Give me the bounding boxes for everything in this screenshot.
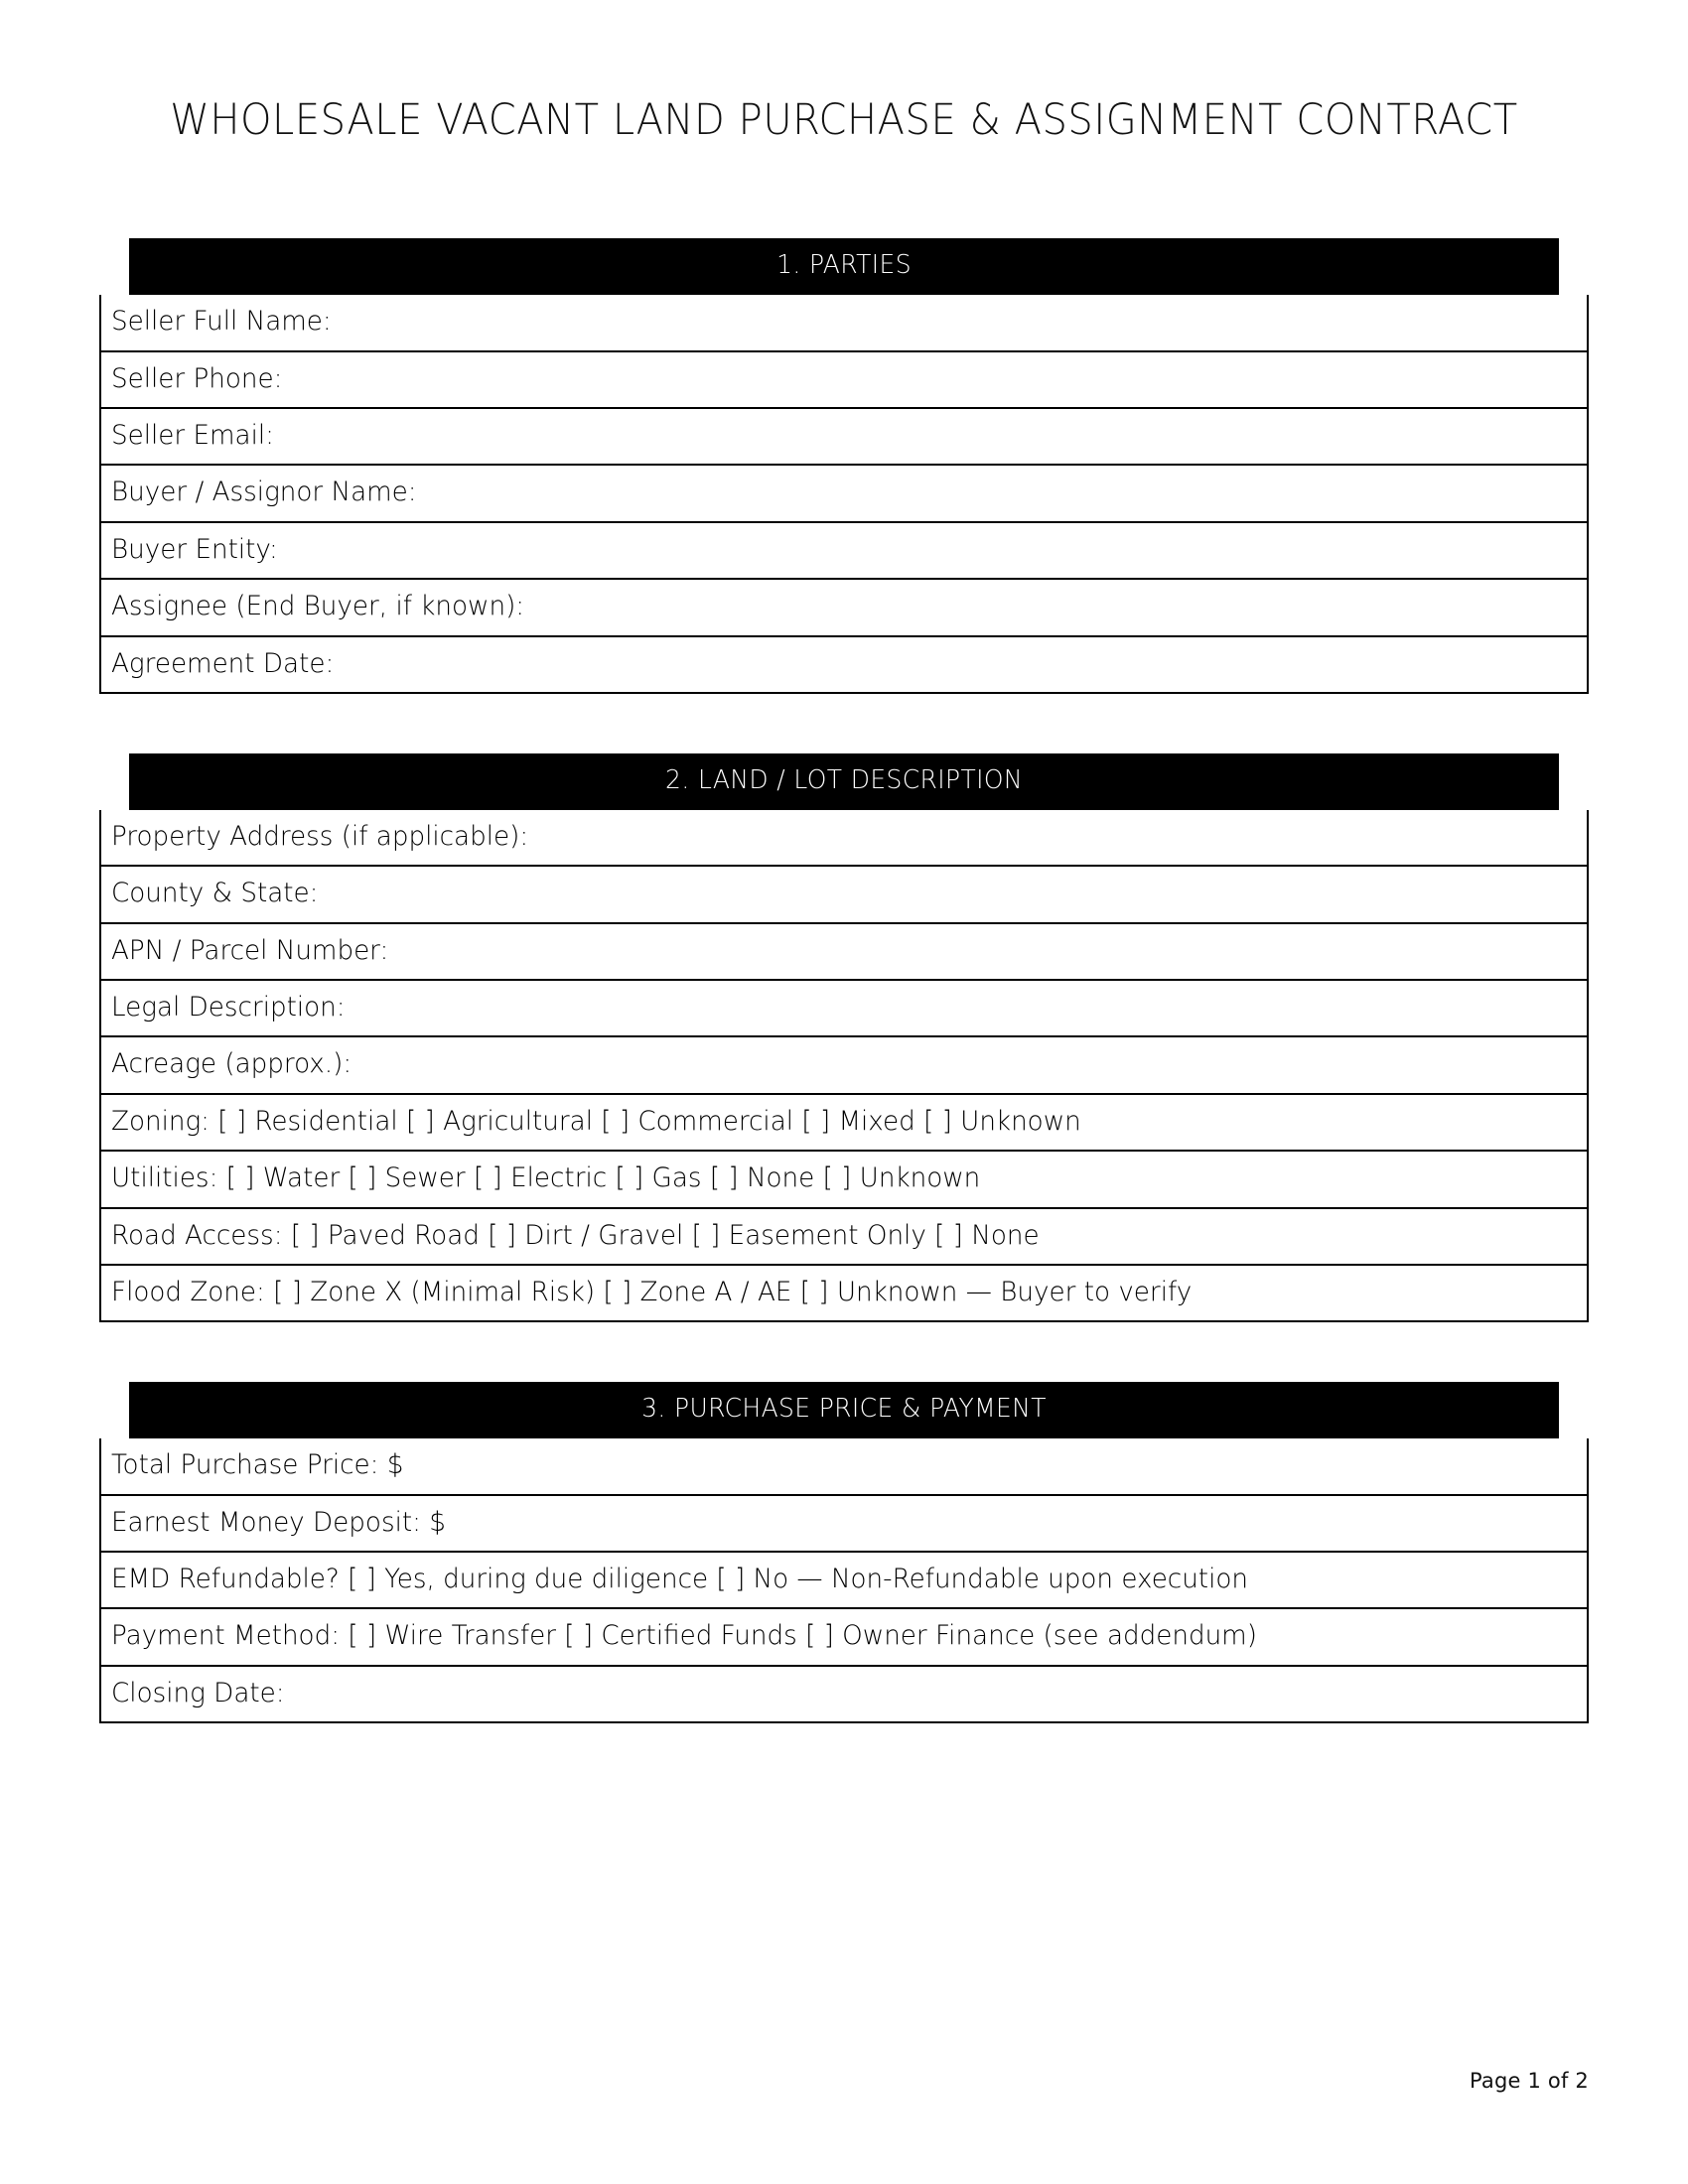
field-label: Buyer / Assignor Name: bbox=[111, 477, 417, 508]
field-label: Property Address (if applicable): bbox=[111, 820, 529, 852]
page-title: WHOLESALE VACANT LAND PURCHASE & ASSIGNMENT CONTRACT bbox=[170, 95, 1518, 145]
field-label: Seller Email: bbox=[111, 419, 274, 451]
field-row-closing-date[interactable] bbox=[101, 1665, 1587, 1721]
field-row[interactable] bbox=[101, 407, 1587, 464]
field-label: Agreement Date: bbox=[111, 647, 335, 679]
field-row-total-purchase-price[interactable] bbox=[101, 1438, 1587, 1493]
section-purchase-price-payment-rows bbox=[99, 1438, 1589, 1723]
field-label: Zoning: [ ] Residential [ ] Agricultural [ ] Commercial [ ] Mixed [ ] Unknown bbox=[111, 1105, 1081, 1137]
field-row[interactable] bbox=[101, 350, 1587, 407]
field-label: Acreage (approx.): bbox=[111, 1048, 352, 1080]
field-row[interactable] bbox=[101, 865, 1587, 921]
page-footer: Page 1 of 2 bbox=[1469, 2069, 1589, 2093]
field-row[interactable] bbox=[101, 979, 1587, 1035]
field-label: Seller Phone: bbox=[111, 362, 283, 394]
page-content-area bbox=[99, 0, 1589, 2184]
checkbox-row-utilities[interactable] bbox=[101, 1150, 1587, 1206]
field-row[interactable] bbox=[101, 922, 1587, 979]
section-header-purchase-price-payment: 3. PURCHASE PRICE & PAYMENT bbox=[129, 1382, 1559, 1438]
field-label: Flood Zone: [ ] Zone X (Minimal Risk) [ ] Zone A / AE [ ] Unknown — Buyer to verify bbox=[111, 1276, 1193, 1307]
field-row[interactable] bbox=[101, 578, 1587, 634]
section-header-land-lot-description: 2. LAND / LOT DESCRIPTION bbox=[129, 753, 1559, 810]
field-label: Buyer Entity: bbox=[111, 533, 278, 565]
field-label: Closing Date: bbox=[111, 1677, 285, 1708]
field-label: Seller Full Name: bbox=[111, 306, 332, 338]
field-label: APN / Parcel Number: bbox=[111, 934, 389, 966]
section-parties bbox=[99, 238, 1589, 694]
section-header-parties: 1. PARTIES bbox=[129, 238, 1559, 295]
field-label: Assignee (End Buyer, if known): bbox=[111, 591, 525, 622]
field-label: County & State: bbox=[111, 878, 319, 909]
field-row[interactable] bbox=[101, 464, 1587, 520]
checkbox-row-zoning[interactable] bbox=[101, 1093, 1587, 1150]
field-label: Utilities: [ ] Water [ ] Sewer [ ] Electric [ ] Gas [ ] None [ ] Unknown bbox=[111, 1162, 981, 1194]
field-row[interactable] bbox=[101, 1035, 1587, 1092]
field-row[interactable] bbox=[101, 295, 1587, 349]
field-label: Payment Method: [ ] Wire Transfer [ ] Certified Funds [ ] Owner Finance (see addendum) bbox=[111, 1620, 1257, 1652]
field-row[interactable] bbox=[101, 810, 1587, 865]
section-land-lot-description-rows bbox=[99, 810, 1589, 1323]
section-parties-rows bbox=[99, 295, 1589, 694]
field-row[interactable] bbox=[101, 635, 1587, 692]
field-label: Earnest Money Deposit: $ bbox=[111, 1506, 446, 1538]
checkbox-row-road-access[interactable] bbox=[101, 1207, 1587, 1264]
checkbox-row-payment-method[interactable] bbox=[101, 1607, 1587, 1664]
section-purchase-price-payment bbox=[99, 1382, 1589, 1723]
section-land-lot-description bbox=[99, 753, 1589, 1322]
checkbox-row-flood-zone[interactable] bbox=[101, 1264, 1587, 1320]
field-label: Total Purchase Price: $ bbox=[111, 1449, 404, 1481]
field-row[interactable] bbox=[101, 521, 1587, 578]
field-label: Legal Description: bbox=[111, 991, 346, 1023]
checkbox-row-emd-refundable[interactable] bbox=[101, 1551, 1587, 1607]
field-label: Road Access: [ ] Paved Road [ ] Dirt / Gravel [ ] Easement Only [ ] None bbox=[111, 1219, 1040, 1251]
field-row-earnest-money-deposit[interactable] bbox=[101, 1494, 1587, 1551]
field-label: EMD Refundable? [ ] Yes, during due diligence [ ] No — Non-Refundable upon execution bbox=[111, 1564, 1248, 1594]
